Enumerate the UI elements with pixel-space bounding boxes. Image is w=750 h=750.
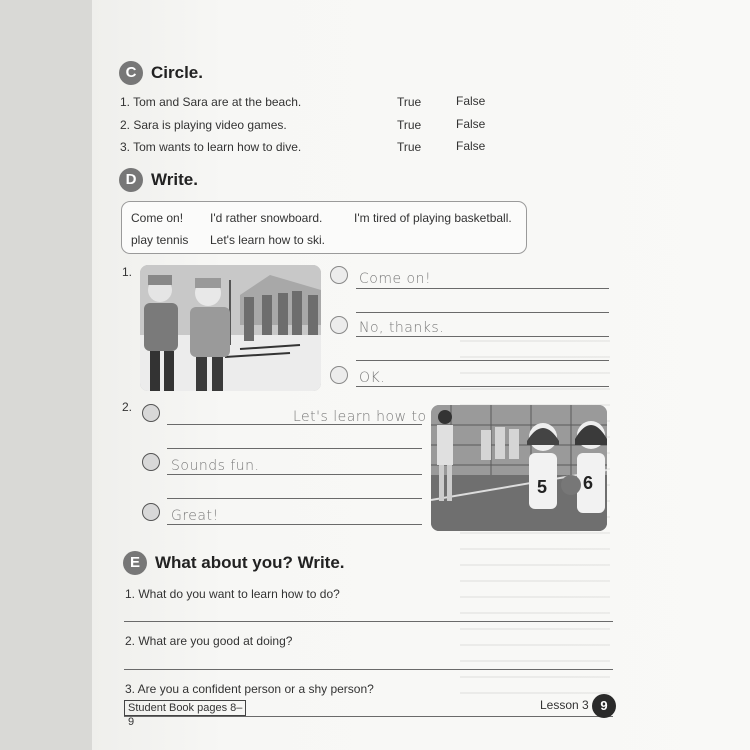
section-e-header	[123, 551, 345, 575]
false-option-3[interactable]: False	[456, 139, 486, 153]
section-e-letter: E	[123, 551, 147, 575]
section-e-title: What about you? Write.	[155, 553, 345, 572]
lesson-label: Lesson 3	[540, 698, 589, 712]
false-option-2[interactable]: False	[456, 117, 486, 131]
jersey-number: 5	[537, 477, 548, 497]
handwritten-answer: Sounds fun.	[171, 458, 260, 474]
question-3: 3. Are you a confident person or a shy person?	[125, 682, 374, 696]
answer-line[interactable]	[356, 312, 609, 313]
basketball-photo	[431, 405, 607, 531]
answer-line[interactable]	[356, 336, 609, 337]
question-1: 1. What do you want to learn how to do?	[125, 587, 340, 601]
girl-face-icon	[142, 503, 160, 521]
girl-face-icon	[142, 404, 160, 422]
skiing-scene-illustration	[140, 265, 321, 391]
circle-question-1: 1. Tom and Sara are at the beach.	[120, 95, 302, 109]
handwritten-answer: Let's learn how to	[293, 409, 427, 425]
word-box-item: Come on!	[131, 211, 184, 225]
section-d-letter: D	[119, 168, 143, 192]
answer-line[interactable]	[356, 360, 609, 361]
circle-question-3: 3. Tom wants to learn how to dive.	[120, 140, 302, 154]
item-1-number: 1.	[122, 265, 133, 279]
circle-question-2: 2. Sara is playing video games.	[120, 118, 287, 132]
section-c-letter: C	[119, 61, 143, 85]
section-c-header	[119, 61, 203, 85]
handwritten-answer: Come on!	[359, 271, 432, 287]
word-box-item: Let's learn how to ski.	[210, 233, 326, 247]
section-d-header	[119, 168, 198, 192]
word-box-item: play tennis	[131, 233, 189, 247]
handwritten-answer: Great!	[171, 508, 219, 524]
boy-face-icon	[330, 266, 348, 284]
answer-line[interactable]	[167, 524, 422, 525]
false-option-1[interactable]: False	[456, 94, 486, 108]
boy-face-icon	[330, 366, 348, 384]
answer-line[interactable]	[167, 474, 422, 475]
answer-line[interactable]	[124, 716, 613, 717]
jersey-number: 6	[583, 473, 594, 493]
skiing-photo	[140, 265, 321, 391]
question-2: 2. What are you good at doing?	[125, 634, 293, 648]
answer-line[interactable]	[124, 669, 613, 670]
answer-line[interactable]	[356, 288, 609, 289]
answer-line[interactable]	[167, 498, 422, 499]
handwritten-answer: OK.	[359, 370, 386, 386]
page-number: 9	[592, 694, 616, 718]
section-d-title: Write.	[151, 170, 198, 189]
basketball-scene-illustration	[431, 405, 607, 531]
boy-face-icon	[330, 316, 348, 334]
true-option-3[interactable]: True	[397, 140, 422, 154]
answer-line[interactable]	[356, 386, 609, 387]
student-book-reference: Student Book pages 8–9	[124, 700, 246, 716]
handwritten-answer: No, thanks.	[359, 320, 445, 336]
answer-line[interactable]	[167, 448, 422, 449]
answer-line[interactable]	[124, 621, 613, 622]
word-box-item: I'm tired of playing basketball.	[354, 211, 512, 225]
word-box-item: I'd rather snowboard.	[210, 211, 323, 225]
girl-face-icon	[142, 453, 160, 471]
true-option-1[interactable]: True	[397, 95, 422, 109]
item-2-number: 2.	[122, 400, 133, 414]
word-box	[121, 201, 527, 254]
true-option-2[interactable]: True	[397, 118, 422, 132]
section-c-title: Circle.	[151, 63, 203, 82]
